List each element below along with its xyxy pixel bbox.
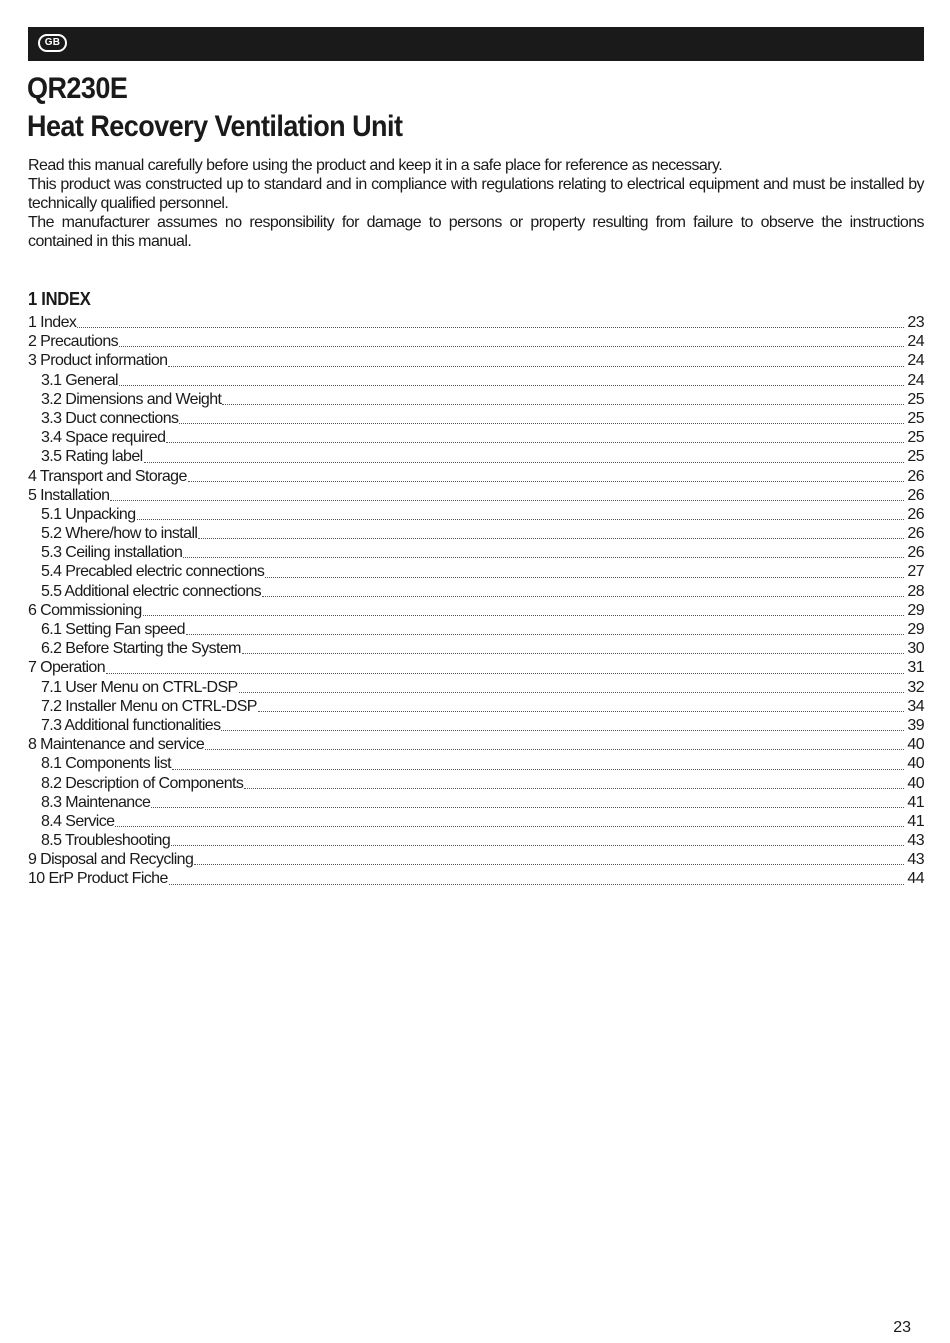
toc-entry[interactable] — [28, 754, 924, 773]
toc-entry-label: 6 Commissioning — [28, 601, 142, 619]
toc-entry-label: 7.3 Additional functionalities — [41, 716, 221, 734]
toc-entry[interactable] — [28, 486, 924, 505]
toc-leader-dots — [242, 652, 904, 654]
toc-leader-dots — [151, 806, 904, 808]
toc-entry[interactable] — [28, 409, 924, 428]
intro-paragraph: The manufacturer assumes no responsibility for damage to persons or property resulting from failure to observe the instructions contained in this manual. — [28, 214, 924, 250]
toc-leader-dots — [115, 825, 904, 827]
toc-entry[interactable] — [28, 658, 924, 677]
toc-entry-page: 43 — [907, 851, 924, 869]
toc-leader-dots — [258, 710, 904, 712]
page-number: 23 — [893, 1319, 911, 1336]
toc-entry-label: 4 Transport and Storage — [28, 467, 187, 485]
toc-entry-page: 25 — [907, 429, 924, 447]
toc-entry-label: 5.2 Where/how to install — [41, 525, 198, 543]
toc-entry-page: 40 — [907, 736, 924, 754]
toc-entry-label: 3.5 Rating label — [41, 448, 143, 466]
toc-entry[interactable] — [28, 850, 924, 869]
toc-entry[interactable] — [28, 716, 924, 735]
toc-entry-label: 8.4 Service — [41, 812, 115, 830]
toc-entry-label: 1 Index — [28, 314, 77, 331]
toc-entry-page: 26 — [907, 505, 924, 523]
toc-entry-label: 10 ErP Product Fiche — [28, 870, 168, 888]
toc-entry-page: 26 — [907, 544, 924, 562]
toc-entry[interactable] — [28, 313, 924, 332]
toc-entry-label: 7.1 User Menu on CTRL-DSP — [41, 678, 238, 696]
toc-entry-label: 7.2 Installer Menu on CTRL-DSP — [41, 697, 257, 715]
toc-entry-label: 5.5 Additional electric connections — [41, 582, 262, 600]
toc-leader-dots — [221, 729, 904, 731]
header-bar — [28, 27, 924, 61]
table-of-contents — [28, 313, 924, 889]
toc-entry-page: 26 — [907, 467, 924, 485]
toc-leader-dots — [183, 556, 904, 558]
toc-entry[interactable] — [28, 620, 924, 639]
toc-leader-dots — [188, 480, 904, 482]
toc-leader-dots — [119, 345, 904, 347]
toc-leader-dots — [244, 787, 904, 789]
toc-entry-page: 24 — [907, 333, 924, 351]
toc-entry[interactable] — [28, 639, 924, 658]
toc-entry-label: 6.2 Before Starting the System — [41, 640, 241, 658]
toc-entry-label: 3.2 Dimensions and Weight — [41, 390, 222, 408]
toc-entry-page: 24 — [907, 352, 924, 370]
toc-entry[interactable] — [28, 428, 924, 447]
toc-entry-label: 8.5 Troubleshooting — [41, 832, 171, 850]
toc-entry-page: 32 — [907, 678, 924, 696]
toc-entry-page: 34 — [907, 697, 924, 715]
toc-leader-dots — [172, 768, 904, 770]
intro-text — [28, 156, 924, 251]
toc-entry-label: 3.4 Space required — [41, 429, 166, 447]
toc-leader-dots — [168, 365, 904, 367]
toc-entry-page: 26 — [907, 486, 924, 504]
toc-entry[interactable] — [28, 697, 924, 716]
toc-entry[interactable] — [28, 793, 924, 812]
toc-entry-page: 27 — [907, 563, 924, 581]
toc-entry-label: 5.3 Ceiling installation — [41, 544, 183, 562]
toc-leader-dots — [205, 748, 904, 750]
toc-leader-dots — [171, 844, 904, 846]
toc-leader-dots — [179, 422, 904, 424]
toc-entry-page: 26 — [907, 525, 924, 543]
toc-entry-page: 31 — [907, 659, 924, 677]
toc-entry[interactable] — [28, 524, 924, 543]
toc-entry-label: 9 Disposal and Recycling — [28, 851, 194, 869]
toc-leader-dots — [106, 672, 904, 674]
toc-leader-dots — [265, 576, 904, 578]
toc-entry[interactable] — [28, 371, 924, 390]
toc-entry-label: 3 Product information — [28, 352, 168, 370]
toc-entry-label: 8 Maintenance and service — [28, 736, 205, 754]
toc-entry-page: 24 — [907, 371, 924, 389]
toc-entry[interactable] — [28, 351, 924, 370]
toc-leader-dots — [144, 461, 904, 463]
toc-entry[interactable] — [28, 332, 924, 351]
toc-leader-dots — [77, 326, 904, 328]
toc-leader-dots — [166, 441, 904, 443]
toc-entry-label: 3.3 Duct connections — [41, 409, 179, 427]
index-heading: 1 INDEX — [28, 289, 91, 309]
toc-leader-dots — [262, 595, 904, 597]
toc-leader-dots — [222, 403, 904, 405]
toc-entry-label: 5.1 Unpacking — [41, 505, 136, 523]
document-title — [27, 70, 833, 146]
language-badge: GB — [38, 34, 67, 52]
toc-entry[interactable] — [28, 831, 924, 850]
toc-entry[interactable] — [28, 735, 924, 754]
toc-entry-label: 2 Precautions — [28, 333, 119, 351]
toc-leader-dots — [119, 384, 904, 386]
toc-entry-page: 40 — [907, 774, 924, 792]
toc-entry-page: 40 — [907, 755, 924, 773]
toc-leader-dots — [239, 691, 904, 693]
toc-entry-label: 8.1 Components list — [41, 755, 172, 773]
intro-paragraph: This product was constructed up to standard and in compliance with regulations relating to electrical equipment and must be installed by technically qualified personnel. — [28, 176, 924, 212]
toc-entry-label: 7 Operation — [28, 659, 106, 677]
toc-entry-label: 8.3 Maintenance — [41, 793, 151, 811]
toc-entry-label: 8.2 Description of Components — [41, 774, 244, 792]
toc-leader-dots — [186, 633, 904, 635]
toc-leader-dots — [143, 614, 904, 616]
toc-entry-page: 25 — [907, 409, 924, 427]
toc-entry-label: 3.1 General — [41, 371, 119, 389]
toc-entry-label: 5 Installation — [28, 486, 110, 504]
toc-leader-dots — [137, 518, 905, 520]
toc-entry[interactable] — [28, 678, 924, 697]
toc-entry-label: 5.4 Precabled electric connections — [41, 563, 265, 581]
toc-entry[interactable] — [28, 601, 924, 620]
toc-leader-dots — [198, 537, 904, 539]
model-name: QR230E — [27, 72, 128, 105]
toc-entry-page: 41 — [907, 812, 924, 830]
toc-entry[interactable] — [28, 582, 924, 601]
toc-entry[interactable] — [28, 774, 924, 793]
toc-entry[interactable] — [28, 467, 924, 486]
toc-entry[interactable] — [28, 390, 924, 409]
toc-entry-page: 30 — [907, 640, 924, 658]
toc-entry-page: 25 — [907, 448, 924, 466]
toc-entry[interactable] — [28, 562, 924, 581]
toc-entry[interactable] — [28, 447, 924, 466]
toc-entry-page: 41 — [907, 793, 924, 811]
toc-entry-page: 28 — [907, 582, 924, 600]
toc-entry-page: 44 — [907, 870, 924, 888]
toc-leader-dots — [110, 499, 904, 501]
toc-entry[interactable] — [28, 505, 924, 524]
toc-entry-label: 6.1 Setting Fan speed — [41, 621, 185, 638]
toc-entry-page: 25 — [907, 390, 924, 408]
toc-entry-page: 29 — [907, 621, 924, 638]
toc-entry-page: 29 — [907, 601, 924, 619]
toc-entry-page: 43 — [907, 832, 924, 850]
toc-entry-page: 39 — [907, 716, 924, 734]
toc-leader-dots — [169, 883, 904, 885]
toc-entry[interactable] — [28, 869, 924, 888]
toc-leader-dots — [194, 863, 904, 865]
product-name: Heat Recovery Ventilation Unit — [27, 110, 403, 143]
toc-entry[interactable] — [28, 543, 924, 562]
toc-entry[interactable] — [28, 812, 924, 831]
toc-entry-page: 23 — [907, 314, 924, 331]
intro-paragraph: Read this manual carefully before using the product and keep it in a safe place for reference as necessary. — [28, 157, 723, 174]
